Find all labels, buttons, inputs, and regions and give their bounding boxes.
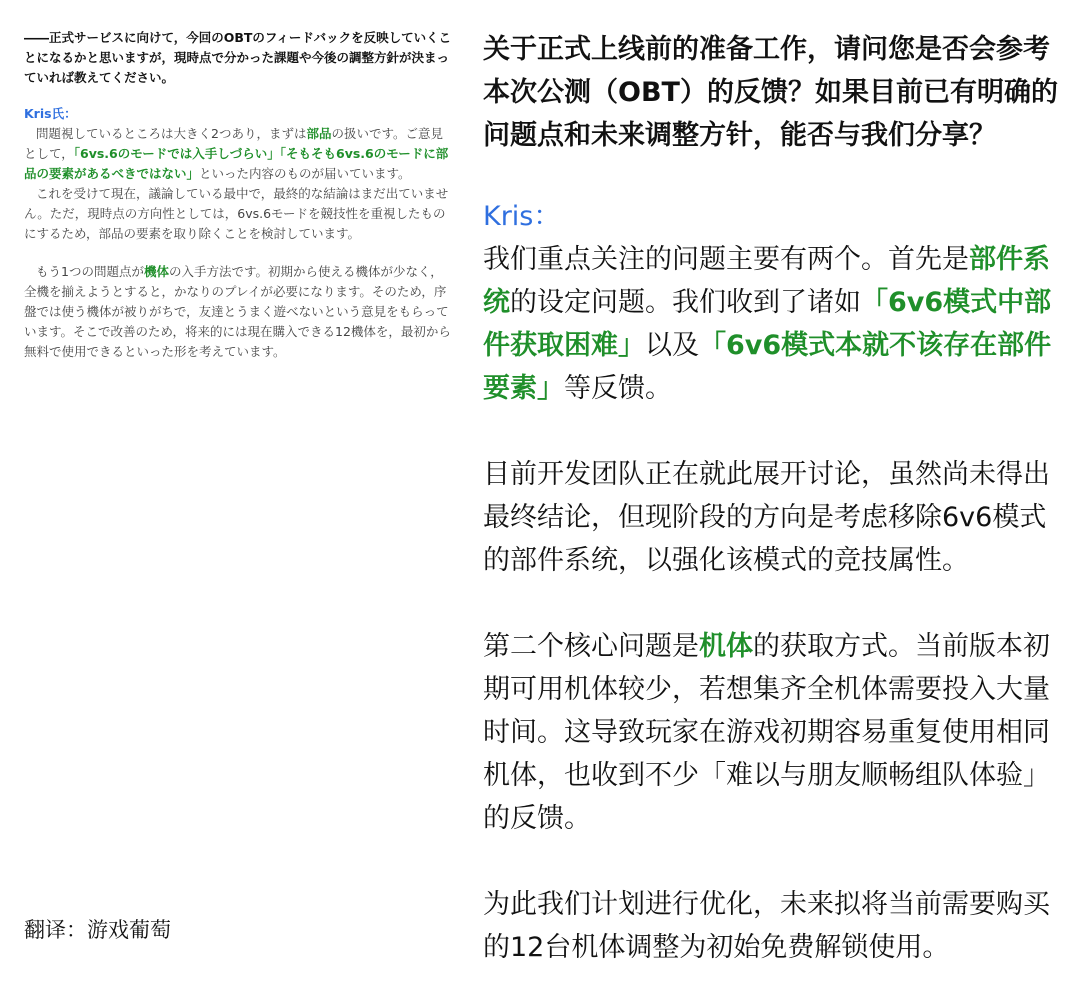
- zh-highlight-quote-2: 「6v6模式本就不该存在部件要素」: [483, 330, 1052, 404]
- jp-p1-text-2: の扱いです。ご意見として，: [24, 126, 443, 161]
- zh-p1-text-1: 我们重点关注的问题主要有两个。首先是: [483, 244, 969, 275]
- jp-paragraph-units: [24, 262, 454, 362]
- japanese-original-column: [24, 28, 454, 362]
- jp-highlight-feedback-quotes: 「6vs.6のモードでは入手しづらい」「そもそも6vs.6のモードに部品の要素があるべきではない」: [24, 146, 449, 181]
- zh-p3-text-1: 第二个核心问题是: [483, 631, 699, 662]
- zh-p3-text-2: 的获取方式。当前版本初期可用机体较少，若想集齐全机体需要投入大量时间。这导致玩家在游戏初期容易重复使用相同机体，也收到不少「难以与朋友顺畅组队体验」的反馈。: [483, 631, 1050, 834]
- jp-interview-question: ――正式サービスに向けて，今回のOBTのフィードバックを反映していくことになるかと思いますが，現時点で分かった課題や今後の調整方針が決まっていれば教えてください。: [24, 30, 452, 85]
- zh-p1-text-3: 以及: [645, 330, 699, 361]
- zh-speaker-label: Kris：: [483, 201, 561, 232]
- jp-paragraph-parts: [24, 124, 454, 184]
- zh-paragraph-discussion: 目前开发团队正在就此展开讨论，虽然尚未得出最终结论，但现阶段的方向是考虑移除6v6模式的部件系统，以强化该模式的竞技属性。: [483, 459, 1050, 576]
- zh-p1-text-4: 等反馈。: [564, 373, 672, 404]
- jp-p3-text-2: の入手方法です。初期から使える機体が少なく，全機を揃えようとすると，かなりのプレイが必要になります。そのため，序盤では使う機体が被りがちで，友達とうまく遊べないという意見をもらっています。そこで改善のため，将来的には現在購入できる12機体を，最初から無料で使用できるといった形を考えています。: [24, 264, 451, 359]
- zh-interview-question: 关于正式上线前的准备工作，请问您是否会参考本次公测（OBT）的反馈？如果目前已有明确的问题点和未来调整方针，能否与我们分享？: [483, 34, 1058, 151]
- jp-highlight-units: 機体: [143, 264, 169, 279]
- zh-paragraph-units: [483, 625, 1058, 840]
- zh-highlight-quote-1: 「6v6模式中部件获取困难」: [483, 287, 1052, 361]
- zh-highlight-units: 机体: [699, 631, 753, 662]
- jp-p1-text-3: といった内容のものが届いています。: [199, 166, 411, 181]
- chinese-translation-column: [483, 28, 1058, 969]
- jp-highlight-parts: 部品: [306, 126, 332, 141]
- zh-paragraph-plan: 为此我们计划进行优化，未来拟将当前需要购买的12台机体调整为初始免费解锁使用。: [483, 889, 1050, 963]
- zh-p1-text-2: 的设定问题。我们收到了诸如: [510, 287, 861, 318]
- translation-credit: 翻译：游戏葡萄: [24, 918, 171, 942]
- jp-p1-text-1: 問題視しているところは大きく2つあり，まずは: [36, 126, 307, 141]
- jp-speaker-label: Kris氏：: [24, 106, 77, 121]
- zh-paragraph-parts: [483, 238, 1058, 410]
- jp-paragraph-discussion: これを受けて現在，議論している最中で，最終的な結論はまだ出ていません。ただ，現時点の方向性としては，6vs.6モードを競技性を重視したものにするため，部品の要素を取り除くことを検討しています。: [24, 186, 449, 241]
- jp-p3-text-1: もう1つの問題点が: [36, 264, 144, 279]
- zh-highlight-parts-system: 部件系统: [483, 244, 1050, 318]
